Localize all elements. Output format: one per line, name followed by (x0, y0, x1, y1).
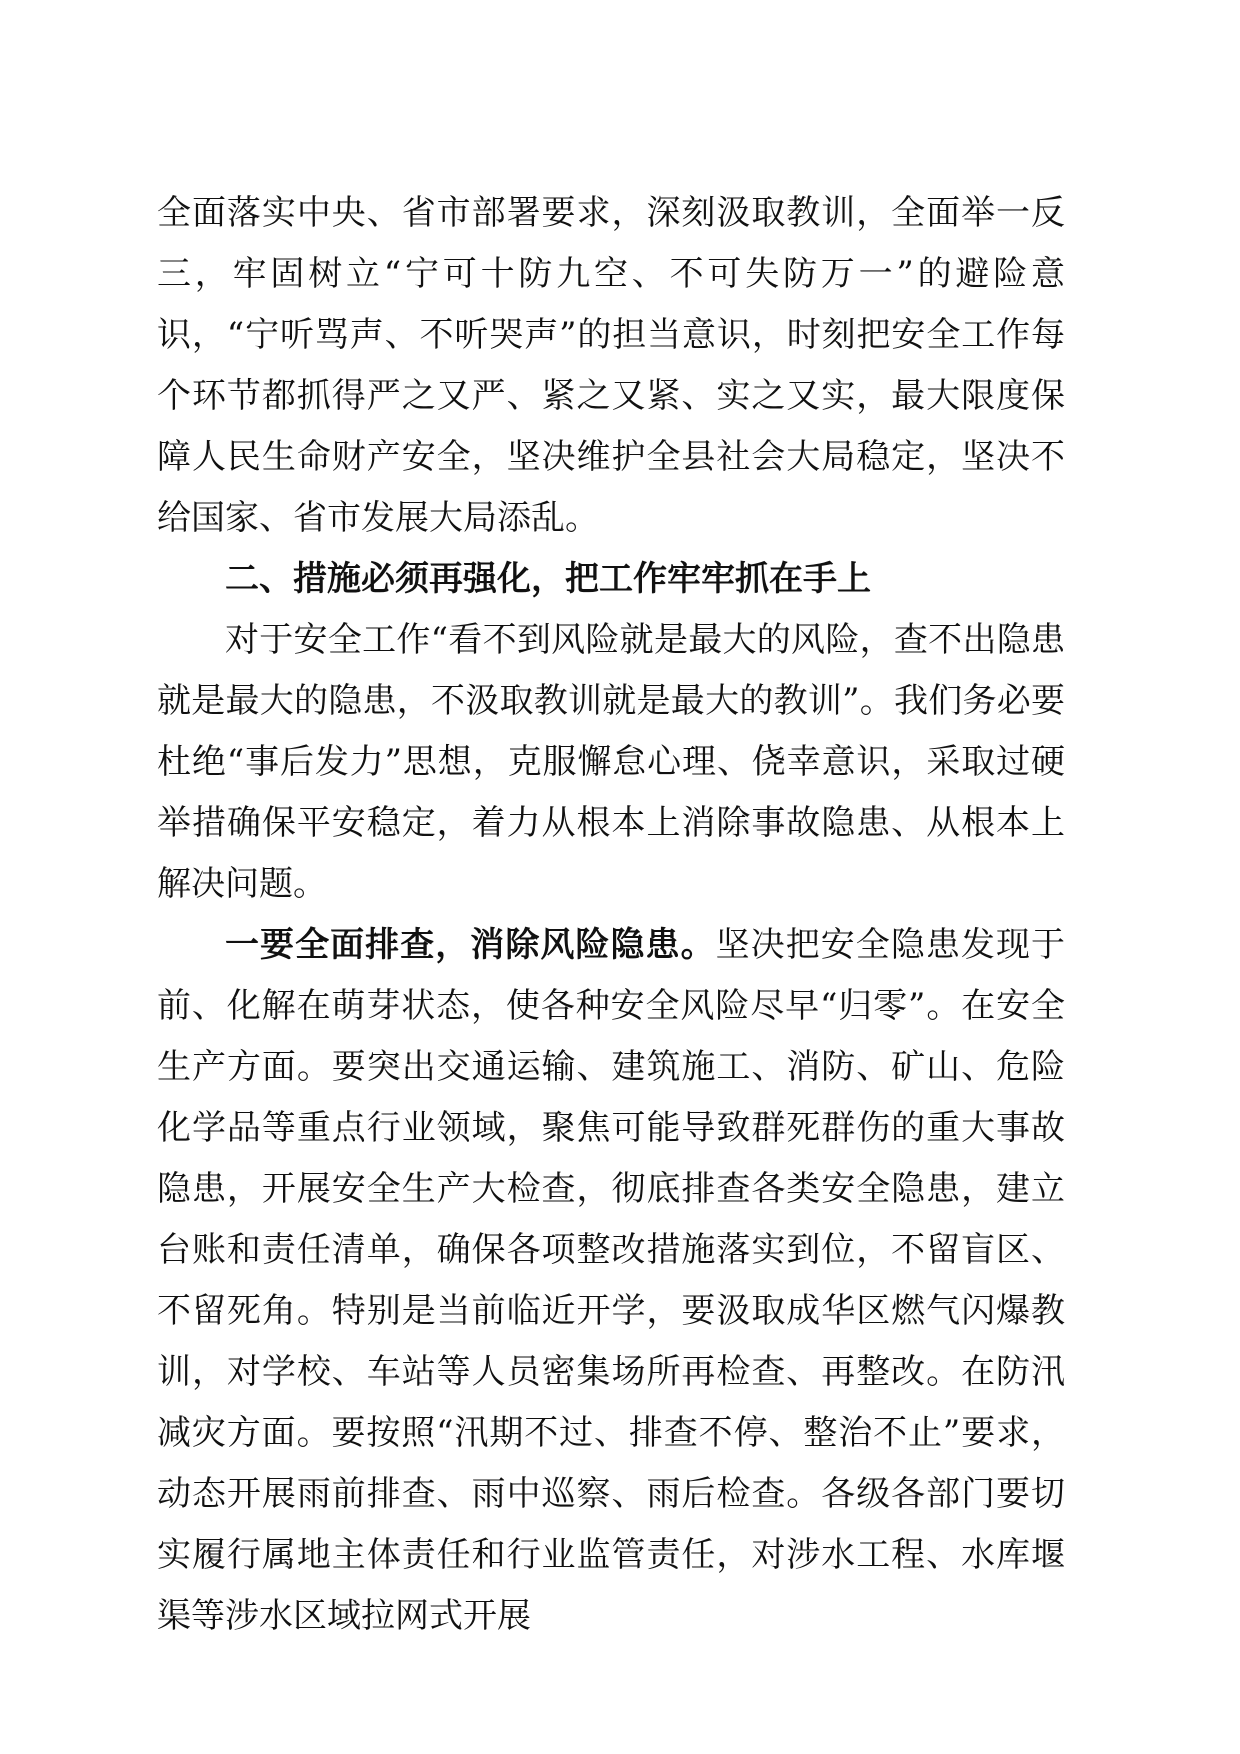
paragraph-continued: 全面落实中央、省市部署要求，深刻汲取教训，全面举一反三，牢固树立“宁可十防九空、不可失防万一”的避险意识，“宁听骂声、不听哭声”的担当意识，时刻把安全工作每个环节都抓得严之又严、紧之又紧、实之又实，最大限度保障人民生命财产安全，坚决维护全县社会大局稳定，坚决不给国家、省市发展大局添乱。 (157, 193, 1065, 538)
section-heading: 二、措施必须再强化，把工作牢牢抓在手上 (225, 559, 871, 599)
item-1-lead: 一要全面排查，消除风险隐患。 (225, 925, 716, 965)
document-body (157, 183, 1065, 1647)
item-1-paragraph (157, 915, 1065, 1647)
intro-paragraph: 对于安全工作“看不到风险就是最大的风险，查不出隐患就是最大的隐患，不汲取教训就是最大的教训”。我们务必要杜绝“事后发力”思想，克服懈怠心理、侥幸意识，采取过硬举措确保平安稳定，着力从根本上消除事故隐患、从根本上解决问题。 (157, 620, 1065, 904)
item-1-body: 坚决把安全隐患发现于前、化解在萌芽状态，使各种安全风险尽早“归零”。在安全生产方面。要突出交通运输、建筑施工、消防、矿山、危险化学品等重点行业领域，聚焦可能导致群死群伤的重大事故隐患，开展安全生产大检查，彻底排查各类安全隐患，建立台账和责任清单，确保各项整改措施落实到位，不留盲区、不留死角。特别是当前临近开学，要汲取成华区燃气闪爆教训，对学校、车站等人员密集场所再检查、再整改。在防汛减灾方面。要按照“汛期不过、排查不停、整治不止”要求，动态开展雨前排查、雨中巡察、雨后检查。各级各部门要切实履行属地主体责任和行业监管责任，对涉水工程、水库堰渠等涉水区域拉网式开展 (157, 925, 1065, 1636)
